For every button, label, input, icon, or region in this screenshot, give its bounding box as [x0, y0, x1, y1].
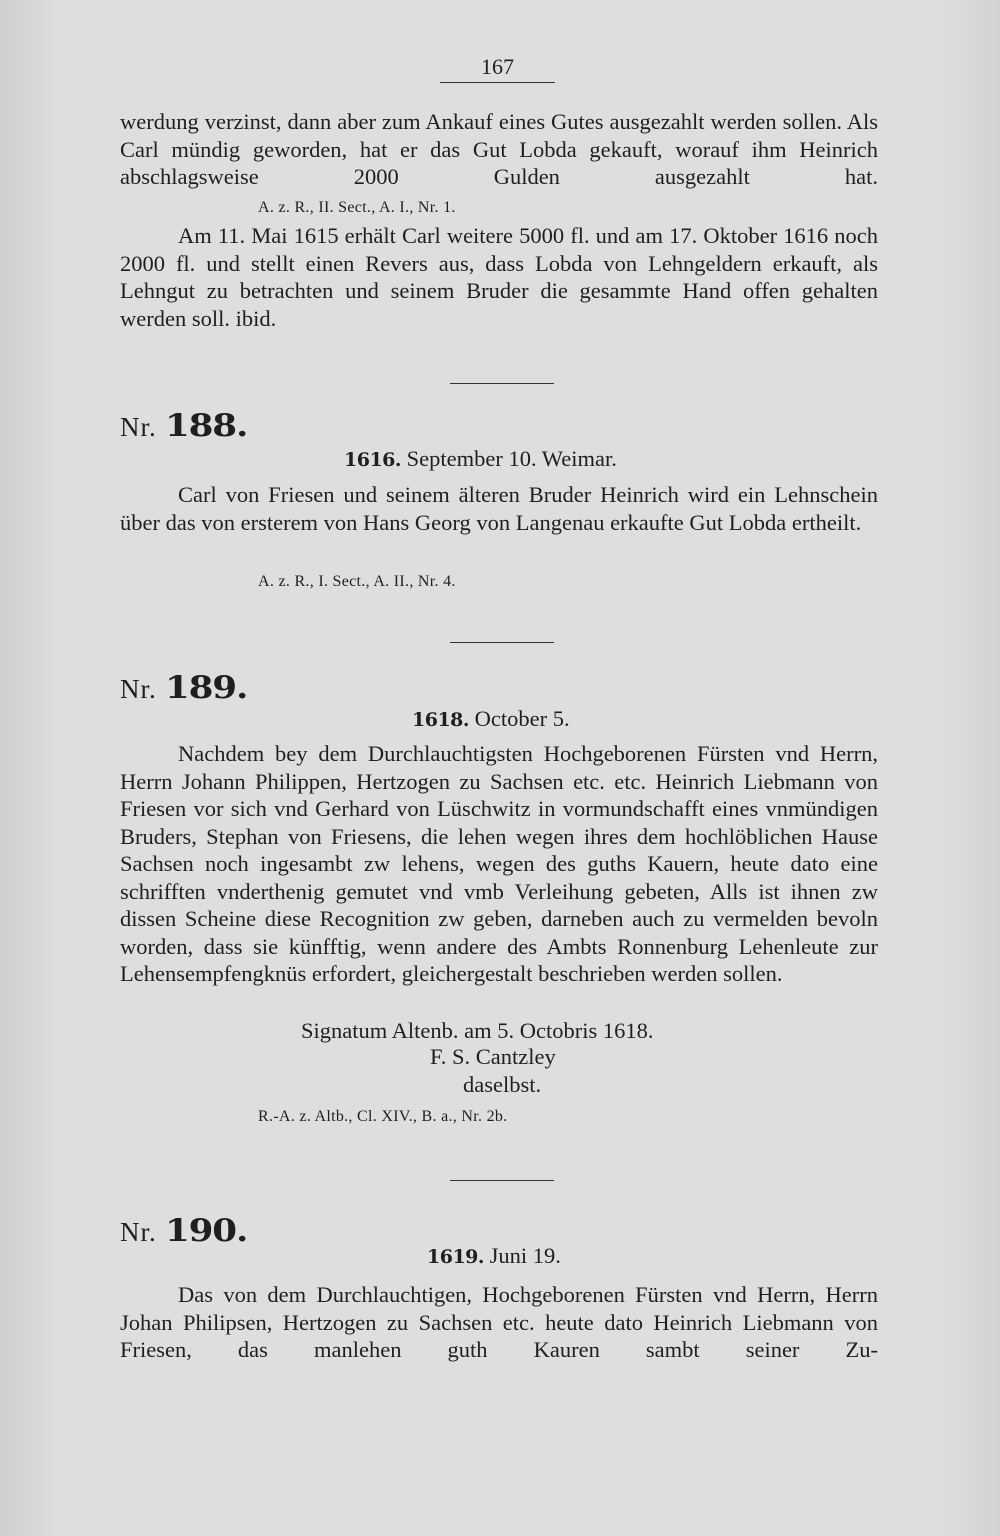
entry-189-signer-place: daselbst.: [463, 1072, 542, 1097]
entry-189-nr-value: 189.: [164, 670, 247, 706]
entry-188-number: [120, 408, 247, 444]
entry-189-number: [120, 670, 247, 706]
entry-190-nr-value: 190.: [164, 1213, 247, 1249]
section-divider: [450, 642, 554, 643]
entry-189-date-text: October 5.: [474, 706, 570, 731]
entry-188-reference: A. z. R., I. Sect., A. II., Nr. 4.: [258, 573, 456, 590]
entry-189-nr-label: Nr.: [120, 674, 157, 704]
entry-188-nr-value: 188.: [164, 408, 247, 444]
intro-reference-1: A. z. R., II. Sect., A. I., Nr. 1.: [258, 199, 456, 216]
entry-190-nr-label: Nr.: [120, 1217, 157, 1247]
entry-189-text: Nachdem bey dem Durchlauchtigsten Hochgeborenen Fürsten vnd Herrn, Herrn Johann Philippen, Hertzogen zu Sachsen etc. etc. Heinrich Liebmann von Friesen vor sich vnd Gerhard von Lüschwitz in vormundschafft eines vnmündigen Bruders, Stephan von Friesens, die lehen wegen ihres dem hochlöblichen Hause Sachsen noch ingesambt zw lehens, wegen des guths Kauern, heute dato eine schrifften vnderthenig gemutet vnd vmb Verleihung gebeten, Alls ist ihnen zw dissen Scheine diese Recognition zw geben, darneben auch zu vermelden bevoln worden, dass sie künfftig, wenn andere des Ambts Ronnenburg Lehenleute zur Lehensempfengknüs erfordert, gleichergestalt beschrieben werden sollen.: [120, 741, 878, 986]
entry-189-signer: F. S. Cantzley: [430, 1044, 556, 1069]
entry-189-year: 1618.: [412, 709, 469, 731]
entry-189-reference: R.-A. z. Altb., Cl. XIV., B. a., Nr. 2b.: [258, 1108, 508, 1125]
entry-190-year: 1619.: [427, 1246, 484, 1268]
entry-190-date-text: Juni 19.: [489, 1243, 561, 1268]
page-number: 167: [440, 54, 555, 83]
entry-190-text: Das von dem Durchlauchtigen, Hochgeborenen Fürsten vnd Herrn, Herrn Johan Philipsen, Hertzogen zu Sachsen etc. heute dato Heinrich Liebmann von Friesen, das manlehen guth Kauren sambt seiner Zu-: [120, 1282, 878, 1362]
entry-189-signatum: Signatum Altenb. am 5. Octobris 1618.: [301, 1018, 654, 1043]
intro-paragraph-2: Am 11. Mai 1615 erhält Carl weitere 5000 fl. und am 17. Oktober 1616 noch 2000 fl. und stellt einen Revers aus, dass Lobda von Lehngeldern erkauft, als Lehngut zu betrachten und seinem Bruder die gesammte Hand offen gehalten werden soll. ibid.: [120, 223, 878, 331]
entry-188-nr-label: Nr.: [120, 412, 157, 442]
entry-190-number: [120, 1213, 247, 1249]
entry-189-date: [412, 706, 570, 732]
entry-190-date: [427, 1243, 561, 1269]
entry-188-date-text: September 10. Weimar.: [406, 446, 617, 471]
section-divider: [450, 1180, 554, 1181]
section-divider: [450, 383, 554, 384]
entry-188-date: [344, 446, 617, 472]
entry-188-year: 1616.: [344, 449, 401, 471]
entry-188-text: Carl von Friesen und seinem älteren Bruder Heinrich wird ein Lehnschein über das von ersterem von Hans Georg von Langenau erkaufte Gut Lobda ertheilt.: [120, 482, 878, 535]
intro-paragraph-1: werdung verzinst, dann aber zum Ankauf eines Gutes ausgezahlt werden sollen. Als Carl mündig geworden, hat er das Gut Lobda gekauft, worauf ihm Heinrich abschlagsweise 2000 Gulden ausgezahlt hat.: [120, 109, 878, 189]
